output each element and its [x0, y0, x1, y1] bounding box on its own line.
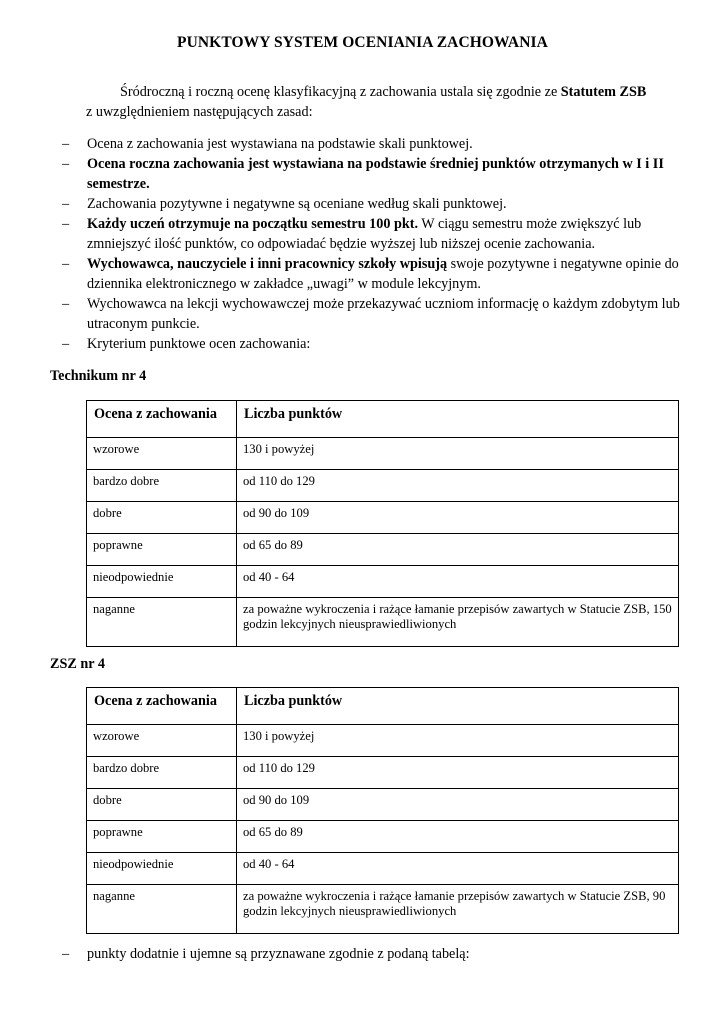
item-bold: Ocena roczna zachowania jest wystawiana na podstawie średniej punktów otrzymanych w I i II semestrze. — [87, 156, 664, 192]
table-row — [87, 534, 679, 566]
points-cell: od 65 do 89 — [237, 534, 679, 566]
table-row — [87, 438, 679, 470]
item-text: Zachowania pozytywne i negatywne są oceniane według skali punktowej. — [87, 196, 507, 212]
list-item — [0, 254, 687, 294]
table-row — [87, 470, 679, 502]
document-title: PUNKTOWY SYSTEM OCENIANIA ZACHOWANIA — [177, 34, 548, 51]
points-cell: za poważne wykroczenia i rażące łamanie przepisów zawartych w Statucie ZSB, 150 godzin lekcyjnych nieusprawiedliwionych — [237, 598, 679, 647]
column-header-grade: Ocena z zachowania — [87, 401, 237, 438]
table-row — [87, 885, 679, 934]
points-cell: 130 i powyżej — [237, 438, 679, 470]
item-text: Ocena z zachowania jest wystawiana na podstawie skali punktowej. — [87, 136, 473, 152]
section-heading-technikum: Technikum nr 4 — [50, 368, 147, 384]
table-row — [87, 566, 679, 598]
points-cell: za poważne wykroczenia i rażące łamanie przepisów zawartych w Statucie ZSB, 90 godzin lekcyjnych nieusprawiedliwionych — [237, 885, 679, 934]
list-item — [0, 334, 687, 354]
intro-line-1 — [86, 82, 686, 102]
table-row — [87, 821, 679, 853]
points-table-technikum — [86, 400, 679, 647]
table-header-row — [87, 401, 679, 438]
grade-cell: dobre — [87, 789, 237, 821]
points-cell: 130 i powyżej — [237, 725, 679, 757]
section-heading-zsz: ZSZ nr 4 — [50, 656, 105, 672]
item-text: Kryterium punktowe ocen zachowania: — [87, 336, 311, 352]
dash-bullet: – — [62, 196, 70, 212]
points-cell: od 110 do 129 — [237, 470, 679, 502]
grade-cell: nieodpowiednie — [87, 566, 237, 598]
points-table-zsz — [86, 687, 679, 934]
column-header-points: Liczba punktów — [237, 401, 679, 438]
intro-line-2: z uwzględnieniem następujących zasad: — [86, 104, 313, 120]
grade-cell: wzorowe — [87, 438, 237, 470]
item-bold: Wychowawca, nauczyciele i inni pracownicy szkoły wpisują — [87, 256, 448, 272]
intro-paragraph — [86, 82, 686, 122]
item-bold: Każdy uczeń otrzymuje na początku semestru 100 pkt. — [87, 216, 419, 232]
rules-list — [0, 134, 725, 354]
table-row — [87, 853, 679, 885]
table-row — [87, 757, 679, 789]
list-item — [0, 134, 687, 154]
grade-cell: dobre — [87, 502, 237, 534]
column-header-points: Liczba punktów — [237, 688, 679, 725]
table-row — [87, 725, 679, 757]
grade-cell: bardzo dobre — [87, 757, 237, 789]
grade-cell: nieodpowiednie — [87, 853, 237, 885]
table-row — [87, 502, 679, 534]
grade-cell: naganne — [87, 598, 237, 647]
item-text: Wychowawca na lekcji wychowawczej może przekazywać uczniom informację o każdym zdobytym lub utraconym punkcie. — [87, 296, 680, 332]
list-item — [0, 194, 687, 214]
dash-bullet: – — [62, 946, 70, 962]
dash-bullet: – — [62, 336, 70, 352]
intro-statute: Statutem ZSB — [560, 84, 647, 100]
points-cell: od 90 do 109 — [237, 502, 679, 534]
dash-bullet: – — [62, 156, 70, 172]
grade-cell: naganne — [87, 885, 237, 934]
column-header-grade: Ocena z zachowania — [87, 688, 237, 725]
list-item — [0, 154, 687, 194]
item-text: W ciągu semestru może zwiększyć lub zmniejszyć ilość punktów, co odpowiadać będzie wyższej lub niższej ocenie zachowania. — [87, 216, 642, 252]
closing-text: punkty dodatnie i ujemne są przyznawane zgodnie z podaną tabelą: — [87, 946, 470, 962]
table-row — [87, 789, 679, 821]
list-item — [0, 214, 687, 254]
points-cell: od 110 do 129 — [237, 757, 679, 789]
intro-text: Śródroczną i roczną ocenę klasyfikacyjną z zachowania ustala się zgodnie ze — [120, 84, 561, 100]
grade-cell: wzorowe — [87, 725, 237, 757]
table-header-row — [87, 688, 679, 725]
grade-cell: poprawne — [87, 534, 237, 566]
dash-bullet: – — [62, 296, 70, 312]
points-cell: od 90 do 109 — [237, 789, 679, 821]
table-row — [87, 598, 679, 647]
points-cell: od 65 do 89 — [237, 821, 679, 853]
grade-cell: poprawne — [87, 821, 237, 853]
grade-cell: bardzo dobre — [87, 470, 237, 502]
item-text: swoje pozytywne i negatywne opinie do dziennika elektronicznego w zakładce „uwagi” w module lekcyjnym. — [87, 256, 679, 292]
points-cell: od 40 - 64 — [237, 853, 679, 885]
dash-bullet: – — [62, 136, 70, 152]
dash-bullet: – — [62, 256, 70, 272]
points-cell: od 40 - 64 — [237, 566, 679, 598]
list-item — [0, 294, 687, 334]
dash-bullet: – — [62, 216, 70, 232]
